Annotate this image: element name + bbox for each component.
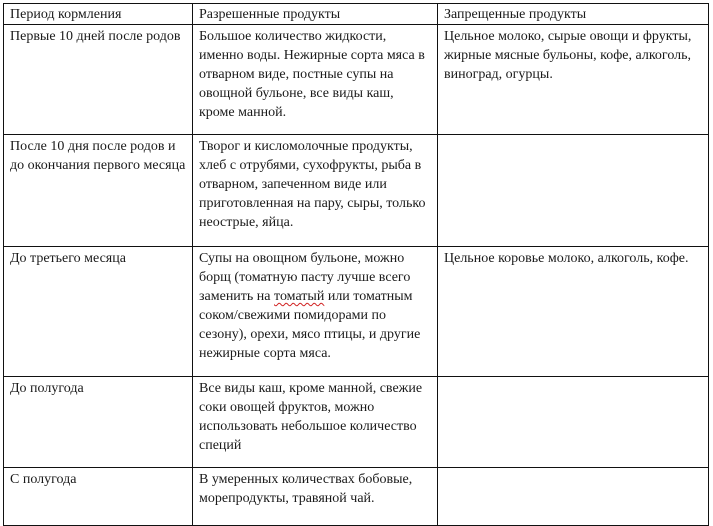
cell-allowed: Творог и кисломолочные продукты, хлеб с отрубями, сухофрукты, рыба в отварном, запеченном виде или приготовленная на пару, сыры, только неострые, яйца. (193, 135, 438, 247)
cell-allowed: Большое количество жидкости, именно воды. Нежирные сорта мяса в отварном виде, постные супы на овощной бульоне, все виды каш, кроме манной. (193, 25, 438, 135)
cell-forbidden (438, 135, 709, 247)
cell-forbidden (438, 377, 709, 468)
misspelled-word: томатый (274, 289, 325, 304)
table-row (4, 135, 709, 247)
cell-period: До полугода (4, 377, 193, 468)
feeding-diet-table (3, 3, 709, 526)
cell-period: С полугода (4, 468, 193, 526)
cell-forbidden: Цельное молоко, сырые овощи и фрукты, жирные мясные бульоны, кофе, алкоголь, виноград, огурцы. (438, 25, 709, 135)
cell-period: После 10 дня после родов и до окончания первого месяца (4, 135, 193, 247)
table-row (4, 25, 709, 135)
cell-period: Первые 10 дней после родов (4, 25, 193, 135)
cell-period: До третьего месяца (4, 247, 193, 377)
table-row (4, 247, 709, 377)
table-row (4, 468, 709, 526)
table-row (4, 377, 709, 468)
header-allowed-products: Разрешенные продукты (193, 4, 438, 25)
cell-allowed: Все виды каш, кроме манной, свежие соки овощей фруктов, можно использовать небольшое количество специй (193, 377, 438, 468)
table-header-row (4, 4, 709, 25)
cell-forbidden: Цельное коровье молоко, алкоголь, кофе. (438, 247, 709, 377)
allowed-text-before: Супы на овощном бульоне, можно борщ (томатную пасту лучше всего заменить на (199, 251, 411, 304)
header-period: Период кормления (4, 4, 193, 25)
cell-forbidden (438, 468, 709, 526)
allowed-text-after: или томатным соком/свежими помидорами по сезону), орехи, мясо птицы, и другие нежирные сорта мяса. (199, 289, 421, 361)
cell-allowed (193, 247, 438, 377)
cell-allowed: В умеренных количествах бобовые, морепродукты, травяной чай. (193, 468, 438, 526)
header-forbidden-products: Запрещенные продукты (438, 4, 709, 25)
